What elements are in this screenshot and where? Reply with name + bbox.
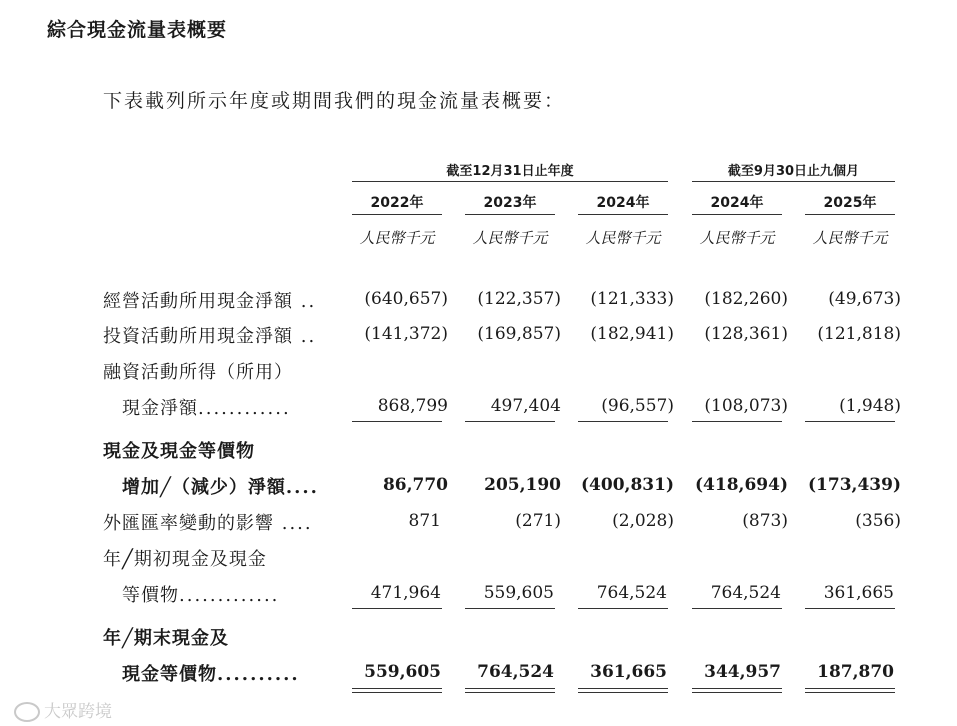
table-cell: (271) (515, 511, 561, 531)
intro-text: 下表載列所示年度或期間我們的現金流量表概要： (103, 90, 566, 112)
table-cell: 497,404 (490, 396, 561, 416)
year-rule-3 (578, 214, 668, 215)
total-double-rule-1a (352, 688, 442, 689)
year-rule-1 (352, 214, 442, 215)
row-label: 年╱期初現金及現金 (103, 549, 267, 570)
subtotal-rule-2 (465, 608, 555, 609)
year-rule-2 (465, 214, 555, 215)
table-cell: 361,665 (823, 583, 894, 603)
watermark-logo-icon (14, 702, 40, 722)
group-rule-nine-months (692, 181, 895, 182)
row-label: 等價物............. (122, 585, 280, 606)
row-label: 外匯匯率變動的影響 .... (103, 513, 313, 534)
column-unit-2: 人民幣千元 (472, 229, 548, 247)
section-title: 綜合現金流量表概要 (47, 19, 228, 41)
subtotal-rule-5 (805, 608, 895, 609)
table-cell: (121,333) (590, 289, 674, 309)
watermark: 大眾跨境 (14, 697, 112, 722)
total-double-rule-3a (578, 688, 668, 689)
table-cell: (121,818) (817, 324, 901, 344)
row-label: 投資活動所用現金淨額 .. (103, 326, 317, 347)
group-header-annual: 截至12月31日止年度 (446, 164, 574, 179)
column-unit-1: 人民幣千元 (359, 229, 435, 247)
table-cell: 764,524 (477, 662, 554, 682)
table-cell: 344,957 (704, 662, 781, 682)
table-cell: 764,524 (596, 583, 667, 603)
table-cell: (873) (742, 511, 788, 531)
table-cell: 187,870 (817, 662, 894, 682)
subtotal-rule-4 (692, 608, 782, 609)
row-label: 融資活動所得（所用） (103, 362, 293, 383)
table-cell: (141,372) (364, 324, 448, 344)
column-year-2: 2023年 (483, 195, 537, 211)
subtotal-rule-1 (352, 421, 442, 422)
total-double-rule-5a (805, 688, 895, 689)
subtotal-rule-2 (465, 421, 555, 422)
row-label: 現金及現金等價物 (103, 441, 255, 462)
year-rule-5 (805, 214, 895, 215)
table-cell: (96,557) (601, 396, 674, 416)
row-label: 經營活動所用現金淨額 .. (103, 291, 317, 312)
table-cell: (182,260) (704, 289, 788, 309)
table-cell: (182,941) (590, 324, 674, 344)
total-double-rule-5b (805, 692, 895, 693)
total-double-rule-2b (465, 692, 555, 693)
table-cell: (1,948) (839, 396, 901, 416)
group-rule-annual (352, 181, 668, 182)
table-cell: 764,524 (710, 583, 781, 603)
group-header-nine-months: 截至9月30日止九個月 (727, 164, 860, 179)
column-unit-3: 人民幣千元 (585, 229, 661, 247)
total-double-rule-1b (352, 692, 442, 693)
column-year-5: 2025年 (823, 195, 877, 211)
table-cell: 361,665 (590, 662, 667, 682)
table-cell: (169,857) (477, 324, 561, 344)
table-cell: (122,357) (477, 289, 561, 309)
table-cell: (128,361) (704, 324, 788, 344)
row-label: 現金等價物.......... (122, 664, 300, 685)
subtotal-rule-1 (352, 608, 442, 609)
subtotal-rule-3 (578, 608, 668, 609)
table-cell: (173,439) (808, 475, 901, 495)
row-label: 年╱期末現金及 (103, 628, 229, 649)
table-cell: (640,657) (364, 289, 448, 309)
table-cell: 559,605 (364, 662, 441, 682)
table-cell: 871 (408, 511, 441, 531)
table-cell: (356) (855, 511, 901, 531)
column-unit-4: 人民幣千元 (699, 229, 775, 247)
row-label: 增加╱（減少）淨額.... (122, 477, 319, 498)
column-unit-5: 人民幣千元 (812, 229, 888, 247)
table-cell: (49,673) (828, 289, 901, 309)
table-cell: 471,964 (370, 583, 441, 603)
subtotal-rule-3 (578, 421, 668, 422)
total-double-rule-4a (692, 688, 782, 689)
table-cell: (400,831) (581, 475, 674, 495)
subtotal-rule-5 (805, 421, 895, 422)
total-double-rule-2a (465, 688, 555, 689)
table-cell: (108,073) (704, 396, 788, 416)
column-year-1: 2022年 (370, 195, 424, 211)
total-double-rule-4b (692, 692, 782, 693)
table-cell: 86,770 (382, 475, 448, 495)
year-rule-4 (692, 214, 782, 215)
table-cell: 868,799 (377, 396, 448, 416)
table-cell: (2,028) (612, 511, 674, 531)
table-cell: 559,605 (483, 583, 554, 603)
table-cell: (418,694) (695, 475, 788, 495)
subtotal-rule-4 (692, 421, 782, 422)
column-year-4: 2024年 (710, 195, 764, 211)
column-year-3: 2024年 (596, 195, 650, 211)
total-double-rule-3b (578, 692, 668, 693)
row-label: 現金淨額............ (122, 398, 291, 419)
table-cell: 205,190 (484, 475, 561, 495)
